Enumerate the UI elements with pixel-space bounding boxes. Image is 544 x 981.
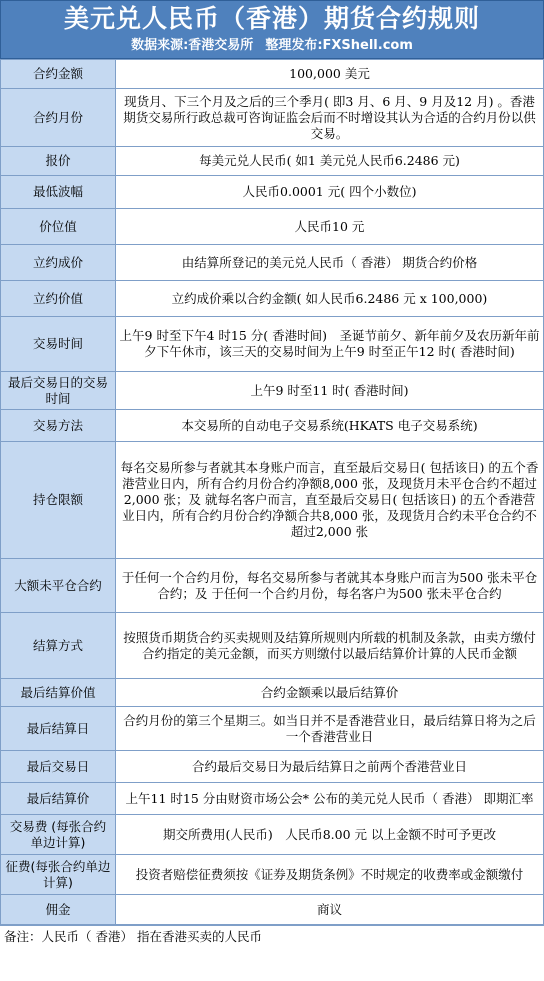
row-label: 最后交易日的交易时间 bbox=[1, 372, 116, 410]
header bbox=[0, 0, 544, 59]
row-label: 大额未平仓合约 bbox=[1, 559, 116, 613]
table-row bbox=[1, 442, 544, 559]
row-value: 100,000 美元 bbox=[116, 60, 544, 89]
table-row bbox=[1, 559, 544, 613]
publisher: 整理发布:FXShell.com bbox=[265, 38, 413, 53]
row-value: 立约成价乘以合约金额( 如人民币6.2486 元 x 100,000) bbox=[116, 281, 544, 317]
row-label: 合约月份 bbox=[1, 89, 116, 147]
table-row bbox=[1, 209, 544, 245]
table-row bbox=[1, 281, 544, 317]
row-label: 最低波幅 bbox=[1, 176, 116, 209]
table-row bbox=[1, 751, 544, 783]
table-row bbox=[1, 815, 544, 855]
data-source: 数据来源:香港交易所 bbox=[131, 38, 254, 53]
row-value: 于任何一个合约月份，每名交易所参与者就其本身账户而言为500 张未平仓合约；及 于任何一个合约月份，每名客户为500 张未平仓合约 bbox=[116, 559, 544, 613]
row-label: 交易方法 bbox=[1, 410, 116, 442]
row-label: 最后结算价 bbox=[1, 783, 116, 815]
row-value: 人民币10 元 bbox=[116, 209, 544, 245]
row-value: 合约金额乘以最后结算价 bbox=[116, 679, 544, 707]
table-row bbox=[1, 176, 544, 209]
row-value: 每名交易所参与者就其本身账户而言，直至最后交易日( 包括该日) 的五个香港营业日内，所有合约月份合约净额8,000 张，及现货月未平仓合约不超过2,000 张；及 就每名客户而言，直至最后交易日( 包括该日) 的五个香港营业日内，所有合约月份合约净额合共8,000 张，及现货月合约未平仓合约不超过2,000 张 bbox=[116, 442, 544, 559]
row-value: 商议 bbox=[116, 895, 544, 925]
row-label: 交易时间 bbox=[1, 317, 116, 372]
row-label: 最后结算日 bbox=[1, 707, 116, 751]
table-row bbox=[1, 60, 544, 89]
row-label: 价位值 bbox=[1, 209, 116, 245]
row-label: 交易费 (每张合约单边计算) bbox=[1, 815, 116, 855]
row-label: 合约金额 bbox=[1, 60, 116, 89]
row-value: 期交所费用(人民币) 人民币8.00 元 以上金额不时可予更改 bbox=[116, 815, 544, 855]
page-title: 美元兑人民币（香港）期货合约规则 bbox=[63, 4, 480, 33]
row-label: 立约成价 bbox=[1, 245, 116, 281]
row-value: 本交易所的自动电子交易系统(HKATS 电子交易系统) bbox=[116, 410, 544, 442]
table-row bbox=[1, 89, 544, 147]
row-value: 合约月份的第三个星期三。如当日并不是香港营业日，最后结算日将为之后一个香港营业日 bbox=[116, 707, 544, 751]
row-label: 结算方式 bbox=[1, 613, 116, 679]
row-value: 上午9 时至下午4 时15 分( 香港时间) 圣诞节前夕、新年前夕及农历新年前夕下午休市，该三天的交易时间为上午9 时至正午12 时( 香港时间) bbox=[116, 317, 544, 372]
table-row bbox=[1, 855, 544, 895]
row-value: 上午9 时至11 时( 香港时间) bbox=[116, 372, 544, 410]
row-label: 佣金 bbox=[1, 895, 116, 925]
row-value: 投资者赔偿征费须按《证券及期货条例》不时规定的收费率或金额缴付 bbox=[116, 855, 544, 895]
table-row bbox=[1, 783, 544, 815]
row-value: 合约最后交易日为最后结算日之前两个香港营业日 bbox=[116, 751, 544, 783]
table-row bbox=[1, 317, 544, 372]
row-label: 最后结算价值 bbox=[1, 679, 116, 707]
table-row bbox=[1, 679, 544, 707]
row-value: 每美元兑人民币( 如1 美元兑人民币6.2486 元) bbox=[116, 147, 544, 176]
row-label: 立约价值 bbox=[1, 281, 116, 317]
row-value: 上午11 时15 分由财资市场公会* 公布的美元兑人民币（ 香港） 即期汇率 bbox=[116, 783, 544, 815]
row-label: 持仓限额 bbox=[1, 442, 116, 559]
table-row bbox=[1, 707, 544, 751]
header-subtitle bbox=[1, 37, 543, 55]
footnote: 备注：人民币（ 香港） 指在香港买卖的人民币 bbox=[0, 925, 544, 948]
row-value: 由结算所登记的美元兑人民币（ 香港） 期货合约价格 bbox=[116, 245, 544, 281]
row-label: 最后交易日 bbox=[1, 751, 116, 783]
table-row bbox=[1, 372, 544, 410]
table-row bbox=[1, 147, 544, 176]
row-value: 人民币0.0001 元( 四个小数位) bbox=[116, 176, 544, 209]
rules-table bbox=[0, 59, 544, 925]
row-value: 现货月、下三个月及之后的三个季月( 即3 月、6 月、9 月及12 月) 。香港期货交易所行政总裁可咨询证监会后而不时增设其认为合适的合约月份以供交易。 bbox=[116, 89, 544, 147]
table-row bbox=[1, 245, 544, 281]
row-value: 按照货币期货合约买卖规则及结算所规则内所载的机制及条款，由卖方缴付合约指定的美元金额，而买方则缴付以最后结算价计算的人民币金额 bbox=[116, 613, 544, 679]
row-label: 征费(每张合约单边计算) bbox=[1, 855, 116, 895]
table-row bbox=[1, 613, 544, 679]
row-label: 报价 bbox=[1, 147, 116, 176]
table-row bbox=[1, 895, 544, 925]
table-row bbox=[1, 410, 544, 442]
